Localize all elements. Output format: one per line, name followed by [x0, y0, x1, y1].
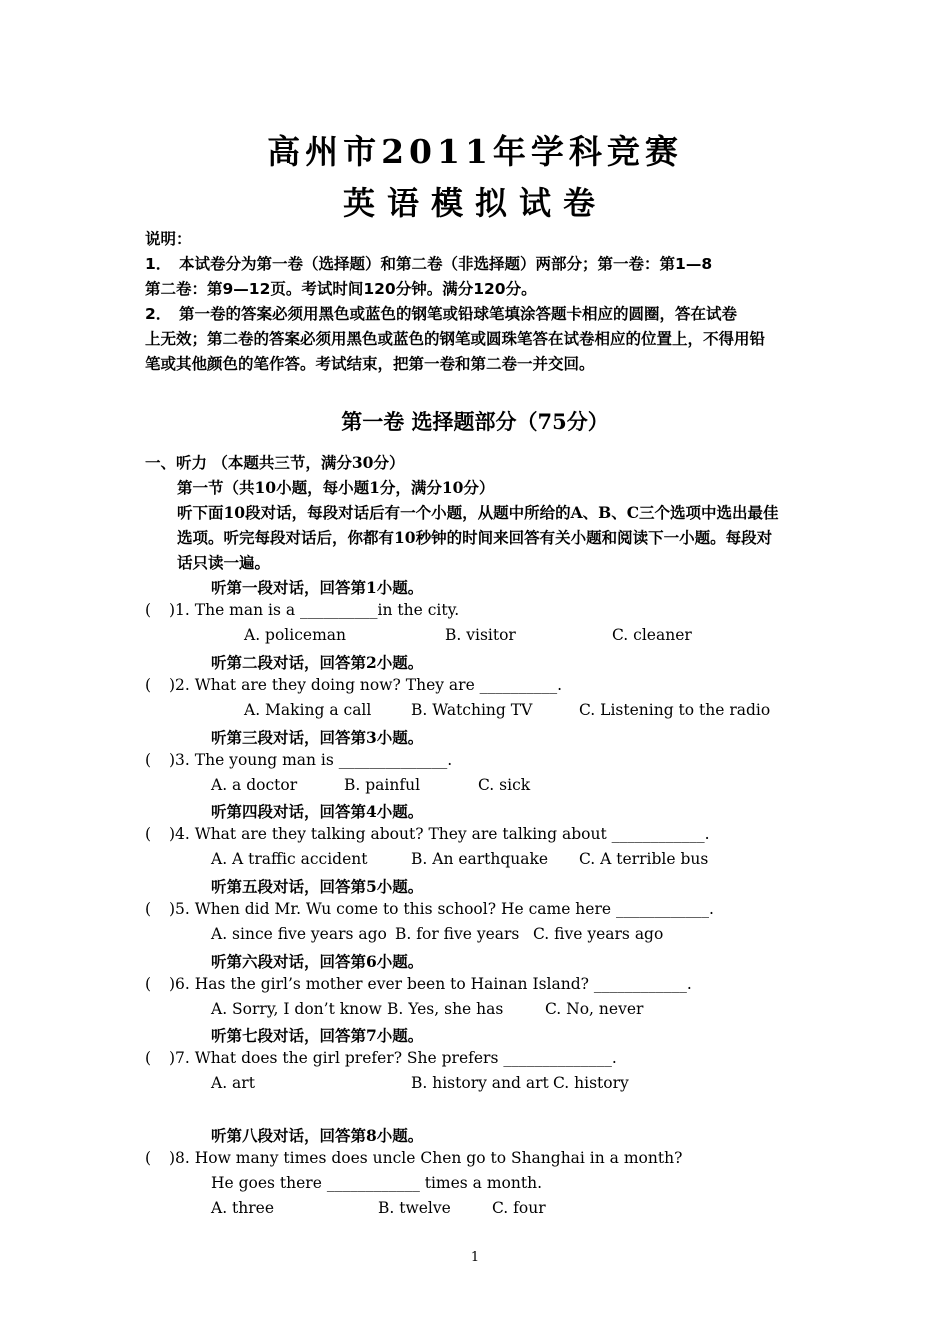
instructions-line: 1． 本试卷分为第一卷（选择题）和第二卷（非选择题）两部分；第一卷：第1—8	[145, 255, 713, 273]
page-number: 1	[470, 1250, 480, 1265]
option-c: C. No, never	[545, 1000, 644, 1018]
dialogue-prompt: 听第四段对话，回答第4小题。	[211, 802, 424, 821]
option-b: B. history and art	[411, 1074, 549, 1092]
option-b: B. Watching TV	[411, 701, 533, 719]
option-b: B. An earthquake	[411, 850, 549, 868]
option-a: A. three	[211, 1199, 275, 1217]
answer-paren: (	[145, 601, 152, 619]
part-description: 听下面10段对话，每段对话后有一个小题，从题中所给的A、B、C三个选项中选出最佳	[177, 503, 779, 522]
option-b: B. painful	[344, 776, 421, 794]
answer-paren: (	[145, 825, 152, 843]
instructions-label: 说明：	[145, 230, 192, 248]
dialogue-prompt: 听第一段对话，回答第1小题。	[211, 578, 424, 597]
dialogue-prompt: 听第二段对话，回答第2小题。	[211, 653, 424, 672]
option-a: A. a doctor	[211, 776, 298, 794]
option-a: A. policeman	[244, 626, 346, 644]
answer-paren: (	[145, 1149, 152, 1167]
exam-title: 高州市2011年学科竞赛	[267, 132, 683, 171]
option-b: B. visitor	[445, 626, 516, 644]
dialogue-prompt: 听第七段对话，回答第7小题。	[211, 1026, 424, 1045]
question-text-continued: He goes there ____________ times a month.	[211, 1174, 543, 1192]
dialogue-prompt: 听第五段对话，回答第5小题。	[211, 877, 424, 896]
option-b: B. Yes, she has	[387, 1000, 504, 1018]
option-a: A. since five years ago	[211, 925, 387, 943]
dialogue-prompt: 听第三段对话，回答第3小题。	[211, 728, 424, 747]
exam-subtitle: 英语模拟试卷	[342, 184, 607, 222]
part-subheading: 第一节（共10小题，每小题1分，满分10分）	[177, 478, 495, 497]
option-c: C. A terrible bus	[579, 850, 709, 868]
question-text: )7. What does the girl prefer? She prefers ______________.	[169, 1049, 617, 1067]
question-text: )4. What are they talking about? They are talking about ____________.	[169, 825, 710, 843]
option-c: C. sick	[478, 776, 531, 794]
dialogue-prompt: 听第八段对话，回答第8小题。	[211, 1126, 424, 1145]
section-title: 第一卷 选择题部分（75分）	[341, 409, 609, 434]
option-c: C. cleaner	[612, 626, 692, 644]
instructions-line: 第二卷：第9—12页。考试时间120分钟。满分120分。	[145, 280, 537, 298]
answer-paren: (	[145, 975, 152, 993]
option-a: A. Sorry, I don’t know	[211, 1000, 382, 1018]
question-text: )6. Has the girl’s mother ever been to Hainan Island? ____________.	[169, 975, 692, 993]
option-a: A. art	[211, 1074, 255, 1092]
instructions-line: 2． 第一卷的答案必须用黑色或蓝色的钢笔或铅球笔填涂答题卡相应的圆圈，答在试卷	[145, 305, 738, 323]
instructions-line: 上无效；第二卷的答案必须用黑色或蓝色的钢笔或圆珠笔答在试卷相应的位置上，不得用铅	[145, 330, 766, 348]
answer-paren: (	[145, 1049, 152, 1067]
instructions-line: 笔或其他颜色的笔作答。考试结束，把第一卷和第二卷一并交回。	[145, 355, 595, 373]
option-b: B. twelve	[378, 1199, 451, 1217]
option-c: C. five years ago	[533, 925, 664, 943]
dialogue-prompt: 听第六段对话，回答第6小题。	[211, 952, 424, 971]
question-text: )2. What are they doing now? They are __________.	[169, 676, 563, 694]
question-text: )5. When did Mr. Wu come to this school? He came here ____________.	[169, 900, 714, 918]
option-a: A. Making a call	[244, 701, 372, 719]
question-text: )8. How many times does uncle Chen go to Shanghai in a month?	[169, 1149, 683, 1167]
answer-paren: (	[145, 676, 152, 694]
option-b: B. for five years	[395, 925, 520, 943]
part-heading: 一、听力 （本题共三节，满分30分）	[145, 453, 405, 472]
option-c: C. four	[492, 1199, 546, 1217]
answer-paren: (	[145, 900, 152, 918]
answer-paren: (	[145, 751, 152, 769]
question-text: )1. The man is a __________in the city.	[169, 601, 460, 619]
part-description: 话只读一遍。	[177, 553, 271, 572]
option-c: C. Listening to the radio	[579, 701, 771, 719]
option-a: A. A traffic accident	[211, 850, 368, 868]
part-description: 选项。听完每段对话后，你都有10秒钟的时间来回答有关小题和阅读下一小题。每段对	[177, 528, 773, 547]
option-c: C. history	[553, 1074, 629, 1092]
question-text: )3. The young man is ______________.	[169, 751, 453, 769]
